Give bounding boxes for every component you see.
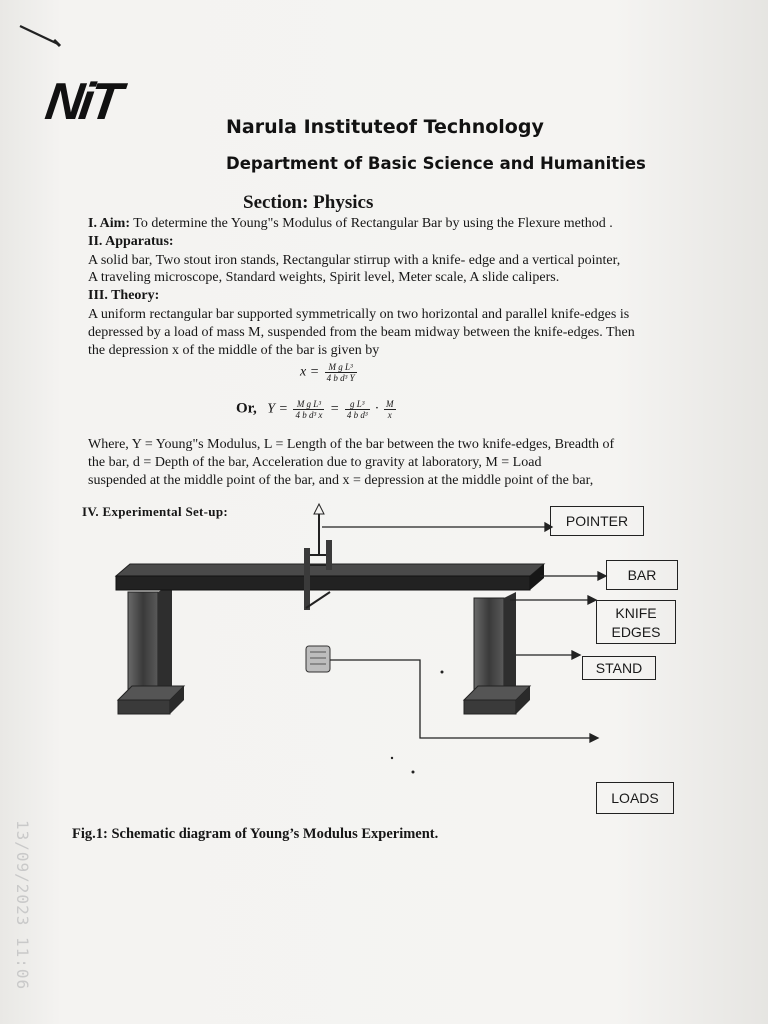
department-name: Department of Basic Science and Humanities — [226, 154, 646, 173]
load-weight — [306, 646, 330, 672]
experimental-setup-diagram — [0, 500, 768, 810]
apparatus-heading: II. Apparatus: — [88, 234, 174, 249]
aim-text: To determine the Young"s Modulus of Rectangular Bar by using the Flexure method . — [130, 216, 613, 231]
theory-line-2: depressed by a load of mass M, suspended from the beam midway between the knife-edges. Then — [88, 325, 635, 340]
left-stand — [118, 584, 184, 714]
label-knife-edges-line-2: EDGES — [611, 624, 661, 640]
label-knife-edges-line-1: KNIFE — [615, 605, 657, 621]
theory-line-1: A uniform rectangular bar supported symmetrically on two horizontal and parallel knife-edges is — [88, 307, 630, 322]
eq2-fraction-3 — [384, 399, 396, 420]
where-line-3: suspended at the middle point of the bar, and x = depression at the middle point of the bar, — [88, 473, 594, 488]
equation-depression — [300, 362, 359, 383]
institute-name: Narula Instituteof Technology — [226, 116, 544, 138]
apparatus-line-2: A traveling microscope, Standard weights, Spirit level, Meter scale, A slide calipers. — [88, 270, 560, 285]
photo-timestamp: 13/09/2023 11:06 — [13, 820, 32, 991]
eq1-fraction — [325, 362, 357, 383]
aim-label: I. Aim: — [88, 216, 130, 231]
eq2-fraction-2 — [345, 399, 370, 420]
figure-caption: Fig.1: Schematic diagram of Young’s Modulus Experiment. — [72, 826, 439, 842]
where-line-2: the bar, d = Depth of the bar, Acceleration due to gravity at laboratory, M = Load — [88, 455, 542, 470]
stirrup-pointer — [304, 504, 332, 610]
eq1-lhs: x = — [300, 364, 320, 380]
eq1-numerator: M g L³ — [325, 362, 357, 373]
eq2-lhs: Y = — [267, 401, 288, 417]
eq2-numerator-2: g L³ — [345, 399, 370, 410]
theory-heading: III. Theory: — [88, 288, 160, 303]
label-knife-edges — [596, 600, 676, 644]
nit-logo: NiT — [41, 73, 122, 131]
apparatus-line-1: A solid bar, Two stout iron stands, Rectangular stirrup with a knife- edge and a vertical pointer, — [88, 253, 621, 268]
right-stand — [464, 592, 530, 714]
label-loads: LOADS — [596, 782, 674, 814]
section-title: Section: Physics — [243, 192, 374, 213]
eq2-numerator-1: M g L³ — [293, 399, 324, 410]
theory-line-3: the depression x of the middle of the bar is given by — [88, 343, 380, 358]
eq2-denominator-1: 4 b d³ x — [295, 410, 323, 420]
equation-youngs-modulus — [236, 399, 398, 420]
setup-heading: IV. Experimental Set-up: — [82, 504, 228, 519]
eq2-denominator-3: x — [387, 410, 392, 420]
eq2-numerator-3: M — [386, 399, 394, 409]
eq1-denominator: 4 b d³ Y — [326, 373, 355, 383]
aim-line — [88, 215, 613, 233]
eq2-fraction-1 — [293, 399, 324, 420]
label-bar: BAR — [606, 560, 678, 590]
label-stand: STAND — [582, 656, 656, 680]
eq2-equals: = — [329, 401, 340, 417]
eq2-or: Or, — [236, 400, 257, 417]
where-line-1: Where, Y = Young"s Modulus, L = Length of the bar between the two knife-edges, Breadth of — [88, 437, 615, 452]
label-pointer: POINTER — [550, 506, 644, 536]
eq2-denominator-2: 4 b d³ — [346, 410, 368, 420]
pen-mark — [18, 22, 62, 48]
eq2-dot: · — [375, 401, 379, 417]
